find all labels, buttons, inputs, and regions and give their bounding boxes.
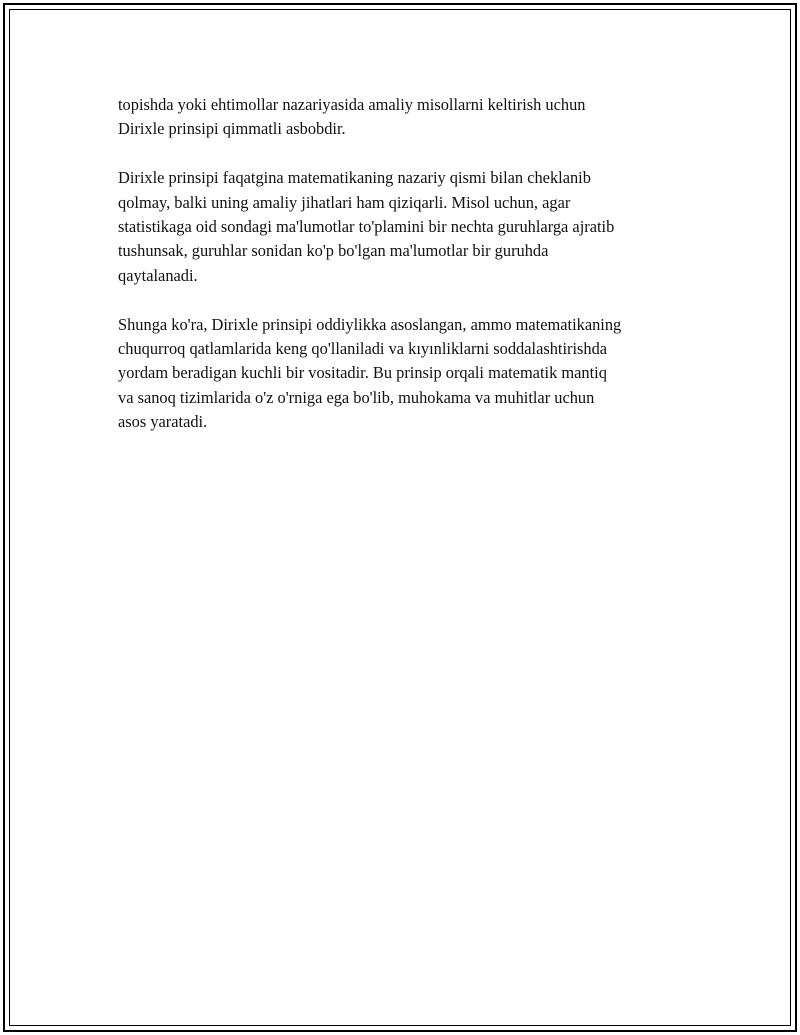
text-line: tushunsak, guruhlar sonidan ko'p bo'lgan ma'lumotlar bir guruhda bbox=[118, 241, 549, 261]
text-line: yordam beradigan kuchli bir vositadir. Bu prinsip orqali matematik mantiq bbox=[118, 363, 607, 383]
text-line: asos yaratadi. bbox=[118, 412, 208, 432]
paragraph bbox=[118, 93, 708, 142]
text-line: Dirixle prinsipi qimmatli asbobdir. bbox=[118, 119, 346, 139]
text-line: topishda yoki ehtimollar nazariyasida amaliy misollarni keltirish uchun bbox=[118, 95, 586, 114]
document-body bbox=[118, 93, 708, 459]
text-line: qaytalanadi. bbox=[118, 265, 198, 285]
text-line: va sanoq tizimlarida o'z o'rniga ega bo'lib, muhokama va muhitlar uchun bbox=[118, 387, 595, 407]
paragraph bbox=[118, 166, 708, 288]
text-line: qolmay, balki uning amaliy jihatlari ham qiziqarli. Misol uchun, agar bbox=[118, 192, 571, 212]
paragraph bbox=[118, 313, 708, 435]
text-line: Dirixle prinsipi faqatgina matematikaning nazariy qismi bilan cheklanib bbox=[118, 168, 591, 188]
text-line: statistikaga oid sondagi ma'lumotlar to'plamini bir nechta guruhlarga ajratib bbox=[118, 217, 615, 237]
text-line: Shunga ko'ra, Dirixle prinsipi oddiylikka asoslangan, ammo matematikaning bbox=[118, 314, 622, 334]
text-line: chuqurroq qatlamlarida keng qo'llaniladi va kıyınliklarni soddalashtirishda bbox=[118, 339, 608, 359]
